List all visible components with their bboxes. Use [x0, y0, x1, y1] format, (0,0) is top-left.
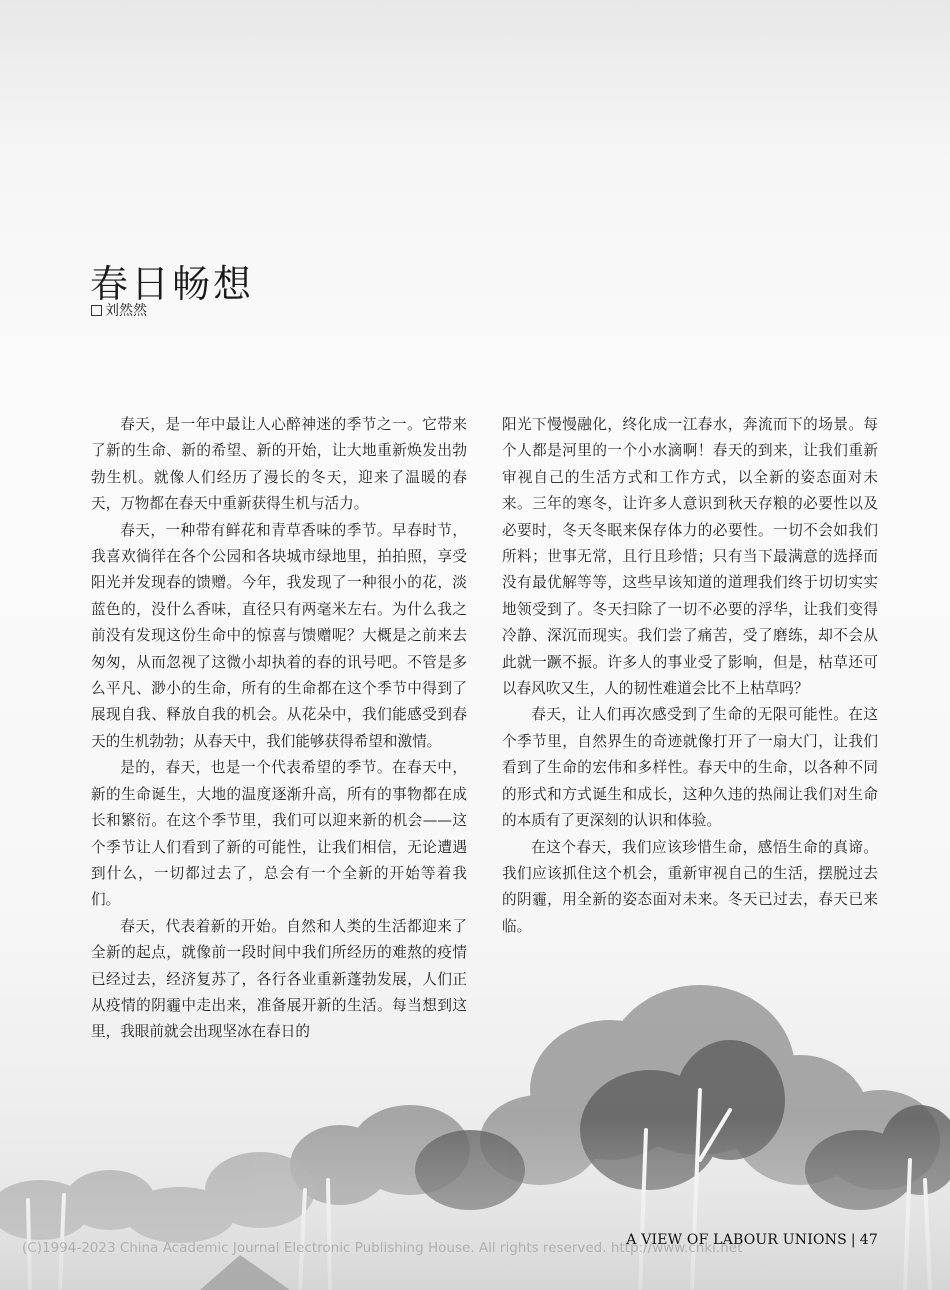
magazine-name: A VIEW OF LABOUR UNIONS: [626, 1232, 847, 1248]
page-footer: [626, 1232, 878, 1248]
byline-box-icon: [91, 305, 102, 316]
body-column-right: [502, 412, 878, 940]
body-paragraph: 春天，是一年中最让人心醉神迷的季节之一。它带来了新的生命、新的希望、新的开始，让大地重新焕发出勃勃生机。就像人们经历了漫长的冬天，迎来了温暖的春天，万物都在春天中重新获得生机与活力。: [91, 416, 467, 513]
body-paragraph: 是的，春天，也是一个代表希望的季节。在春天中，新的生命诞生，大地的温度逐渐升高，所有的事物都在成长和繁衍。在这个季节里，我们可以迎来新的机会——这个季节让人们看到了新的可能性，让我们相信，无论遭遇到什么，一切都过去了，总会有一个全新的开始等着我们。: [91, 759, 467, 909]
body-paragraph: 在这个春天，我们应该珍惜生命，感悟生命的真谛。我们应该抓住这个机会，重新审视自己的生活，摆脱过去的阴霾，用全新的姿态面对未来。冬天已过去，春天已来临。: [502, 838, 878, 935]
copyright-watermark: (C)1994-2023 China Academic Journal Electronic Publishing House. All rights reserved. http://www.cnki.net: [22, 1240, 743, 1256]
body-paragraph-continued: 阳光下慢慢融化，终化成一江春水，奔流而下的场景。每个人都是河里的一个小水滴啊！春天的到来，让我们重新审视自己的生活方式和工作方式，以全新的姿态面对未来。三年的寒冬，让许多人意识到秋天存粮的必要性以及必要时，冬天冬眠来保存体力的必要性。一切不会如我们所料；世事无常，且行且珍惜；只有当下最满意的选择而没有最优解等等，这些早该知道的道理我们终于切切实实地领受到了。冬天扫除了一切不必要的浮华，让我们变得冷静、深沉而现实。我们尝了痛苦，受了磨练，却不会从此就一蹶不振。许多人的事业受了影响，但是，枯草还可以春风吹又生，人的韧性难道会比不上枯草吗？: [502, 416, 878, 698]
article-title: 春日畅想: [90, 262, 255, 307]
author-name: 刘然然: [105, 303, 147, 319]
body-paragraph: 春天，代表着新的开始。自然和人类的生活都迎来了全新的起点，就像前一段时间中我们所经历的难熬的疫情已经过去，经济复苏了，各行各业重新蓬勃发展，人们正从疫情的阴霾中走出来，准备展开新的生活。每当想到这里，我眼前就会出现坚冰在春日的: [91, 917, 467, 1041]
page-number: 47: [859, 1232, 878, 1248]
body-paragraph: 春天，一种带有鲜花和青草香味的季节。早春时节，我喜欢徜徉在各个公园和各块城市绿地里，拍拍照，享受阳光并发现春的馈赠。今年，我发现了一种很小的花，淡蓝色的，没什么香味，直径只有两毫米左右。为什么我之前没有发现这份生命中的惊喜与馈赠呢？大概是之前来去匆匆，从而忽视了这微小却执着的春的讯号吧。不管是多么平凡、渺小的生命，所有的生命都在这个季节中得到了展现自我、释放自我的机会。从花朵中，我们能感受到春天的生机勃勃；从春天中，我们能够获得希望和激情。: [91, 521, 467, 750]
body-column-left: [91, 412, 467, 1046]
byline: [91, 300, 147, 320]
body-paragraph: 春天，让人们再次感受到了生命的无限可能性。在这个季节里，自然界生的奇迹就像打开了一扇大门，让我们看到了生命的宏伟和多样性。春天中的生命，以各种不同的形式和方式诞生和成长，这种久违的热闹让我们对生命的本质有了更深刻的认识和体验。: [502, 706, 878, 830]
footer-separator: |: [850, 1232, 856, 1248]
